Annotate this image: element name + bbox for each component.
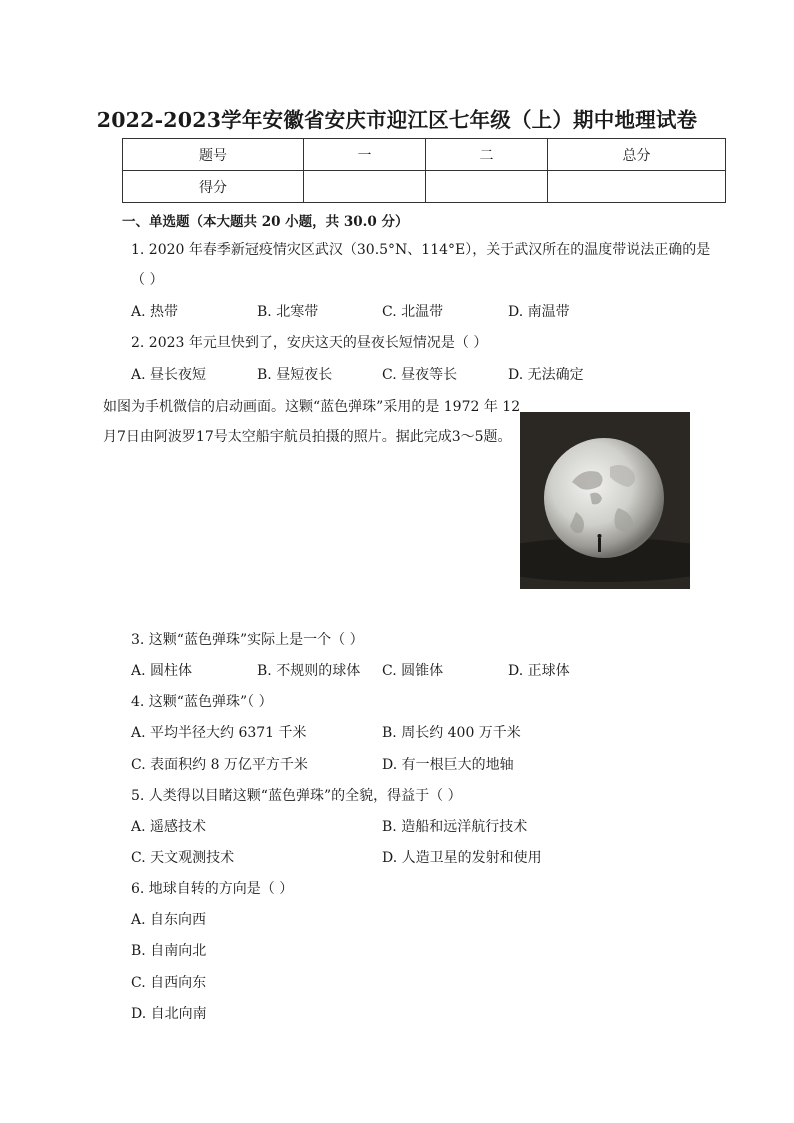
- score-header-cell: 总分: [548, 139, 726, 171]
- score-table-row: [123, 171, 726, 203]
- question-3-option: D. 正球体: [508, 663, 570, 679]
- question-6-text: 6. 地球自转的方向是（ ）: [131, 881, 294, 897]
- question-4-option: C. 表面积约 8 万亿平方千米: [131, 757, 308, 773]
- question-4-option: B. 周长约 400 万千米: [382, 725, 521, 741]
- question-4-text: 4. 这颗“蓝色弹珠”（ ）: [131, 694, 273, 710]
- question-5-option: B. 造船和远洋航行技术: [382, 819, 528, 835]
- earth-image-icon: [520, 412, 690, 589]
- score-cell: [304, 171, 426, 203]
- score-row-label: 得分: [123, 171, 304, 203]
- question-4-option: D. 有一根巨大的地轴: [382, 757, 514, 773]
- section-heading: 一、单选题（本大题共 20 小题，共 30.0 分）: [122, 214, 409, 230]
- exam-title: 2022-2023学年安徽省安庆市迎江区七年级（上）期中地理试卷: [96, 108, 698, 132]
- question-5-text: 5. 人类得以目睹这颗“蓝色弹珠”的全貌，得益于（ ）: [131, 788, 462, 804]
- passage-line-2: 月7日由阿波罗17号太空船宇航员拍摄的照片。据此完成3～5题。: [103, 429, 512, 445]
- score-table: [122, 138, 726, 203]
- question-5-option: C. 天文观测技术: [131, 850, 235, 866]
- question-5-option: D. 人造卫星的发射和使用: [382, 850, 542, 866]
- question-4-option: A. 平均半径大约 6371 千米: [131, 725, 307, 741]
- question-6-option: B. 自南向北: [131, 943, 207, 959]
- question-1-text: 1. 2020 年春季新冠疫情灾区武汉（30.5°N、114°E），关于武汉所在的温度带说法正确的是: [131, 242, 711, 258]
- question-1-option: B. 北寒带: [257, 304, 319, 320]
- score-table-header-row: [123, 139, 726, 171]
- question-1-option: A. 热带: [131, 304, 179, 320]
- score-header-cell: 一: [304, 139, 426, 171]
- score-header-cell: 题号: [123, 139, 304, 171]
- question-1-option: C. 北温带: [382, 304, 444, 320]
- question-1-blank: （ ）: [131, 272, 164, 288]
- earth-photo: [520, 412, 690, 589]
- question-6-option: D. 自北向南: [131, 1006, 207, 1022]
- question-5-option: A. 遥感技术: [131, 819, 207, 835]
- question-3-option: B. 不规则的球体: [257, 663, 361, 679]
- question-1-option: D. 南温带: [508, 304, 570, 320]
- question-3-text: 3. 这颗“蓝色弹珠”实际上是一个（ ）: [131, 632, 364, 648]
- question-3-option: C. 圆锥体: [382, 663, 444, 679]
- score-header-cell: 二: [426, 139, 548, 171]
- question-2-option: D. 无法确定: [508, 367, 584, 383]
- question-6-option: A. 自东向西: [131, 912, 207, 928]
- question-6-option: C. 自西向东: [131, 975, 207, 991]
- question-2-option: B. 昼短夜长: [257, 367, 333, 383]
- question-2-text: 2. 2023 年元旦快到了，安庆这天的昼夜长短情况是（ ）: [131, 335, 488, 351]
- score-cell: [426, 171, 548, 203]
- question-2-option: A. 昼长夜短: [131, 367, 207, 383]
- question-3-option: A. 圆柱体: [131, 663, 193, 679]
- score-cell: [548, 171, 726, 203]
- passage-line-1: 如图为手机微信的启动画面。这颗“蓝色弹珠”采用的是 1972 年 12: [103, 399, 521, 415]
- question-2-option: C. 昼夜等长: [382, 367, 458, 383]
